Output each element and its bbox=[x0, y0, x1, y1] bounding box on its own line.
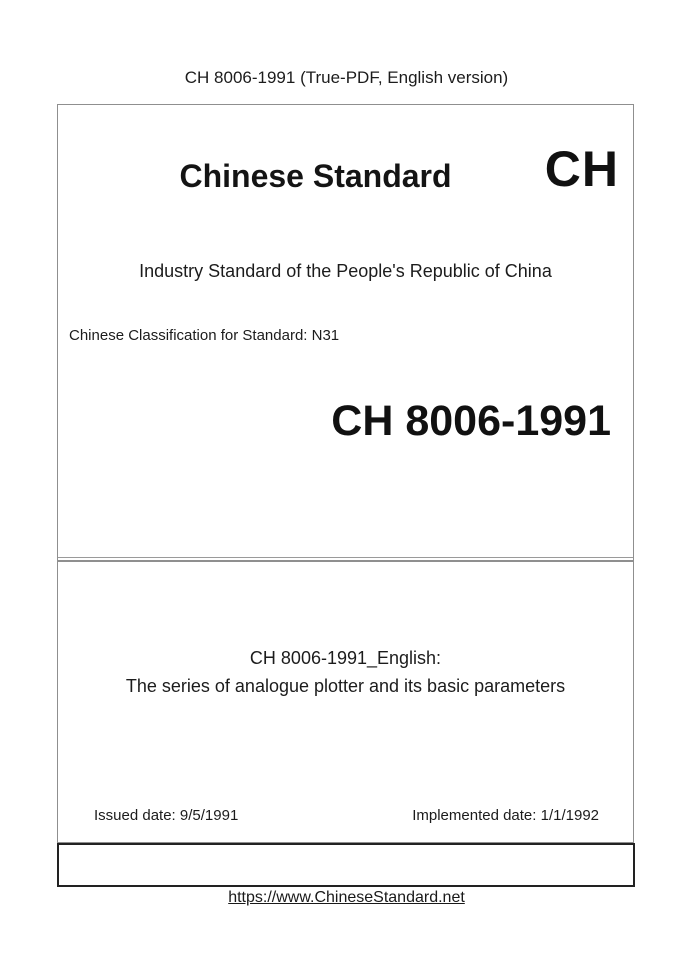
issued-date-label: Issued date: 9/5/1991 bbox=[94, 807, 239, 824]
document-header: CH 8006-1991 (True-PDF, English version) bbox=[184, 68, 509, 87]
implemented-date-label: Implemented date: 1/1/1992 bbox=[412, 807, 599, 824]
english-title-line1: CH 8006-1991_English: bbox=[249, 648, 442, 668]
cover-bottom-section bbox=[58, 562, 633, 842]
website-link[interactable]: https://www.ChineseStandard.net bbox=[228, 889, 465, 906]
english-title-line2: The series of analogue plotter and its basic parameters bbox=[125, 676, 566, 696]
footer-strip-box bbox=[57, 843, 635, 887]
country-code-logo: CH bbox=[544, 141, 619, 197]
document-title bbox=[58, 644, 633, 700]
classification-label: Chinese Classification for Standard: N31 bbox=[69, 327, 340, 344]
cover-top-section bbox=[58, 105, 633, 558]
footer-link-row bbox=[0, 889, 693, 907]
standard-code-title: CH 8006-1991 bbox=[331, 397, 611, 445]
cover-box bbox=[57, 104, 634, 843]
standard-name-title: Chinese Standard bbox=[179, 158, 452, 194]
standard-subtitle: Industry Standard of the People's Republic of China bbox=[139, 261, 552, 281]
